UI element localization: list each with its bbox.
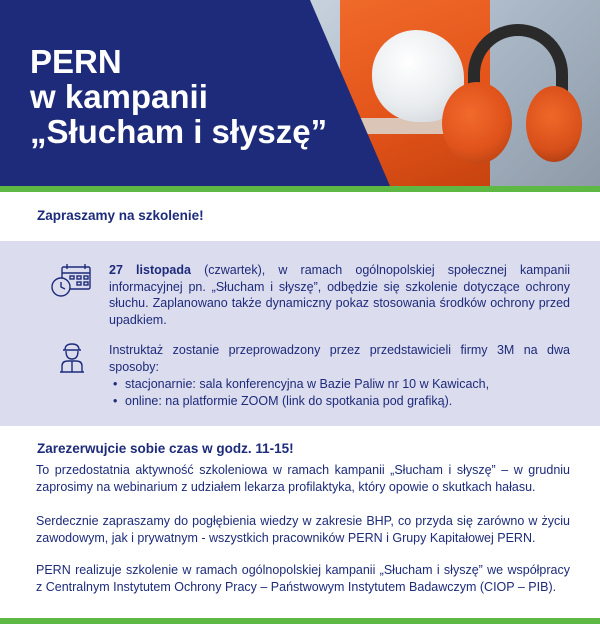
header-banner bbox=[0, 0, 600, 186]
event-date: 27 listopada bbox=[109, 263, 191, 277]
paragraph-webinar: To przedostatnia aktywność szkoleniowa w ramach kampanii „Słucham i słyszę” – w grudniu zaprosimy na webinarium z udziałem lekarza profilaktyka, który opowie o skutkach hałasu. bbox=[36, 463, 570, 494]
banner-title bbox=[30, 44, 327, 149]
paragraph-partnership: PERN realizuje szkolenie w ramach ogólnopolskiej kampanii „Słucham i słyszę” we współpracy z Centralnym Instytutem Ochrony Pracy – Państwowym Instytutem Badawczym (CIOP – PIB). bbox=[36, 563, 570, 594]
paragraph-invitation: Serdecznie zapraszamy do pogłębienia wiedzy w zakresie BHP, co przyda się zarówno w życiu zawodowym, jak i prywatnym - wszystkich pracowników PERN i Grupy Kapitałowej PERN. bbox=[36, 514, 570, 545]
title-line-2: w kampanii bbox=[30, 78, 208, 115]
green-divider-bottom bbox=[0, 618, 600, 624]
title-line-3: „Słucham i słyszę” bbox=[30, 113, 328, 150]
event-details: (czwartek), w ramach ogólnopolskiej społecznej kampanii informacyjnej pn. „Słucham i słyszę”, odbędzie się szkolenie dotyczące ochrony słuchu. Zaplanowano także dynamiczny pokaz stosowania środków ochrony przed upadkiem. bbox=[109, 263, 570, 327]
reserve-heading: Zarezerwujcie sobie czas w godz. 11-15! bbox=[37, 441, 294, 456]
event-description bbox=[109, 262, 570, 328]
green-divider-top bbox=[0, 186, 600, 192]
training-options bbox=[109, 376, 570, 409]
training-intro: Instruktaż zostanie przeprowadzony przez przedstawicieli firmy 3M na dwa sposoby: bbox=[109, 343, 570, 374]
training-option-online: • online: na platformie ZOOM (link do spotkania pod grafiką). bbox=[109, 393, 570, 410]
calendar-clock-icon bbox=[50, 262, 92, 300]
instructor-icon bbox=[50, 342, 92, 380]
invite-heading: Zapraszamy na szkolenie! bbox=[37, 208, 204, 223]
training-option-onsite: • stacjonarnie: sala konferencyjna w Bazie Paliw nr 10 w Kawicach, bbox=[109, 376, 570, 393]
title-line-1: PERN bbox=[30, 43, 122, 80]
training-description bbox=[109, 342, 570, 409]
